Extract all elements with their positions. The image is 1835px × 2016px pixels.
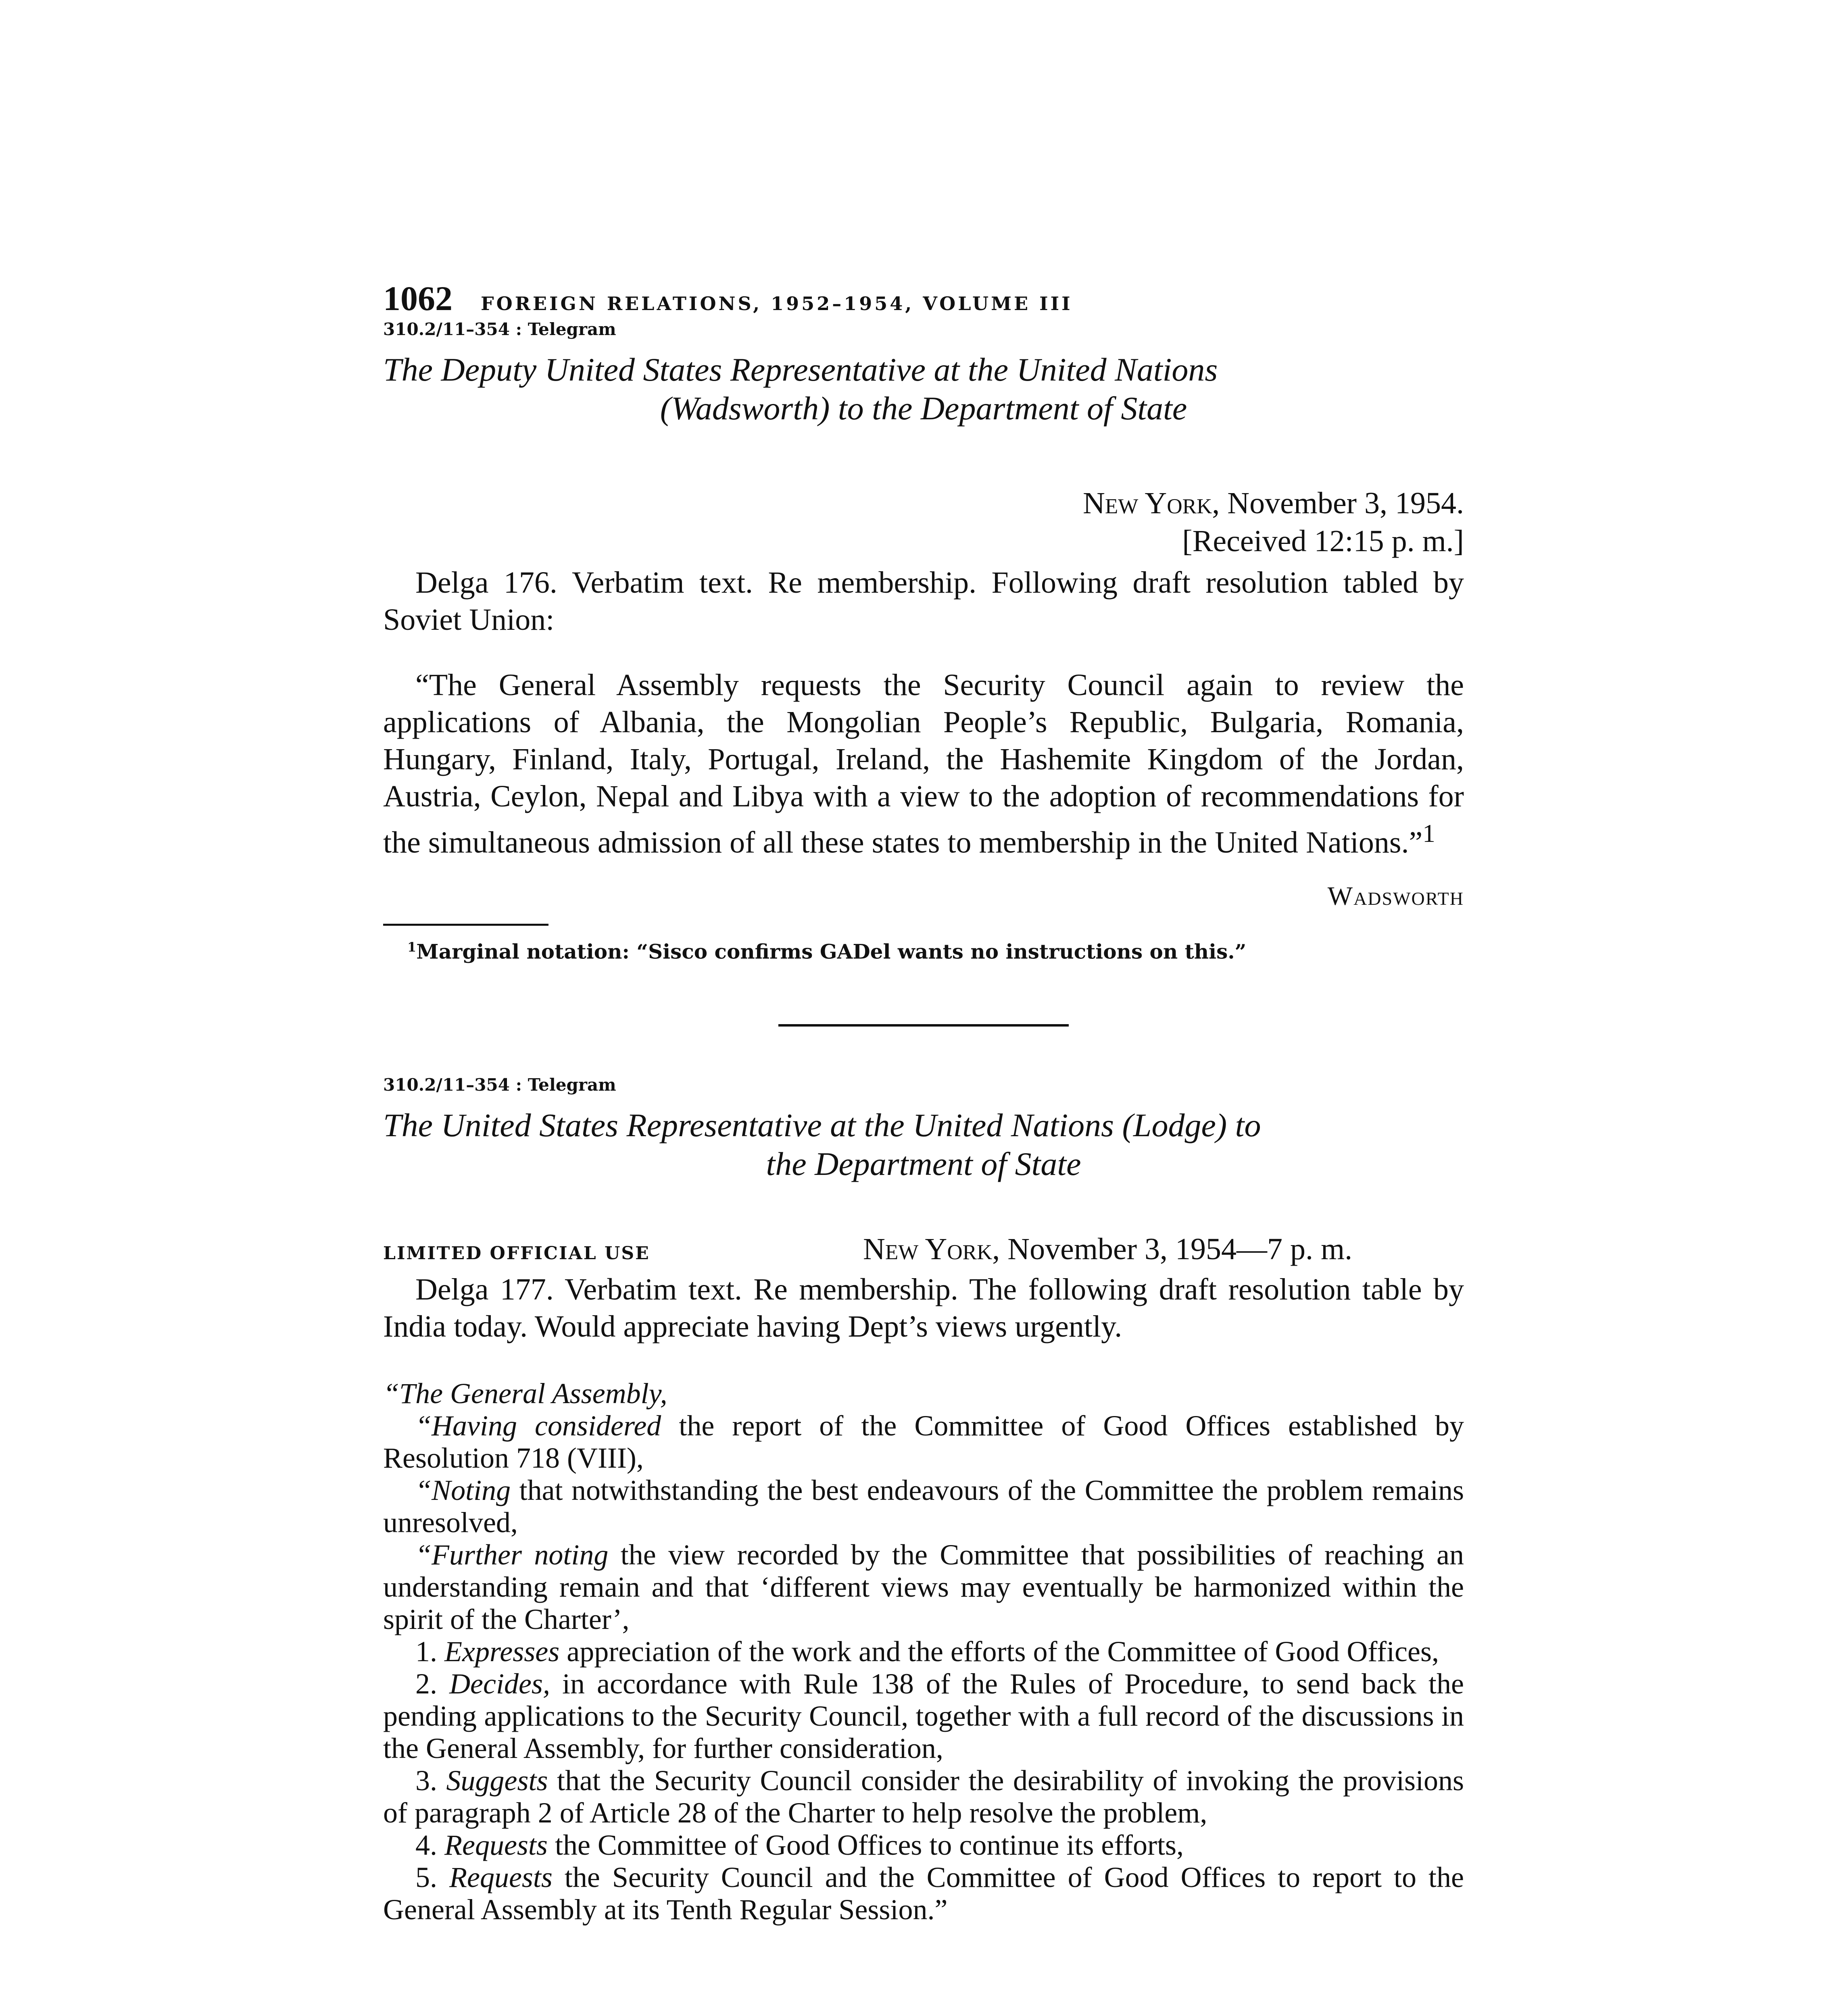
- classification-row: [383, 1232, 1464, 1267]
- telegram-body: Delga 177. Verbatim text. Re membership. The following draft resolution table by India today. Would appreciate having Dept’s views urgently.: [383, 1272, 1464, 1343]
- running-head: [383, 278, 1464, 319]
- footnote-text: Marginal notation: “Sisco confirms GADel wants no instructions on this.”: [416, 939, 1247, 964]
- received-time: [Received 12:15 p. m.]: [1182, 524, 1464, 558]
- document-title: [383, 350, 1464, 428]
- file-reference: 310.2/11–354 : Telegram: [383, 319, 616, 339]
- dateline-date: November 3, 1954—7 p. m.: [1007, 1232, 1353, 1266]
- file-reference: 310.2/11–354 : Telegram: [383, 1075, 616, 1095]
- section-separator: [778, 1024, 1069, 1027]
- preamble-paragraph: “Noting that notwithstanding the best endeavours of the Committee the problem remains unresolved,: [383, 1474, 1464, 1539]
- footnote: [407, 939, 1464, 964]
- footnote-number: 1: [407, 939, 417, 955]
- dateline: [863, 1232, 1352, 1267]
- title-line: the Department of State: [766, 1145, 1081, 1182]
- title-line: The United States Representative at the United Nations (Lodge) to: [383, 1106, 1261, 1143]
- quote-text: “The General Assembly requests the Security Council again to review the applications of Albania, the Mongolian People’s Republic, Bulgaria, Romania, Hungary, Finland, Italy, Portugal, Ireland, the Hashemite Kingdom of the Jordan, Austria, Ceylon, Nepal and Libya with a view to the adoption of recommendations for the simultaneous admission of all these states to membership in the United Nations.”: [383, 668, 1464, 860]
- document-page: [383, 278, 1464, 1926]
- footnote-rule: [383, 924, 548, 926]
- resolution-text: [383, 1377, 1464, 1926]
- dateline-date: November 3, 1954.: [1227, 486, 1464, 520]
- footnote-marker: 1: [1422, 819, 1435, 848]
- operative-paragraph: 3. Suggests that the Security Council consider the desirability of invoking the provisions of paragraph 2 of Article 28 of the Charter to help resolve the problem,: [383, 1764, 1464, 1829]
- dateline-place: New York,: [863, 1232, 1000, 1266]
- classification-marking: LIMITED OFFICIAL USE: [383, 1243, 650, 1264]
- preamble-paragraph: “Further noting the view recorded by the Committee that possibilities of reaching an understanding remain and that ‘different views may eventually be harmonized within the spirit of the Charter’,: [383, 1538, 1464, 1635]
- draft-resolution-quote: [383, 666, 1464, 861]
- title-line: The Deputy United States Representative at the United Nations: [383, 351, 1218, 388]
- signature: Wadsworth: [1327, 881, 1464, 911]
- dateline: [383, 484, 1464, 560]
- document-title: [383, 1106, 1464, 1183]
- resolution-heading: “The General Assembly,: [383, 1377, 667, 1410]
- running-title: FOREIGN RELATIONS, 1952–1954, VOLUME III: [481, 293, 1073, 314]
- operative-paragraph: 2. Decides, in accordance with Rule 138 of the Rules of Procedure, to send back the pending applications to the Security Council, together with a full record of the discussions in the General Assembly, for further consideration,: [383, 1667, 1464, 1764]
- operative-paragraph: 4. Requests the Committee of Good Offices to continue its efforts,: [415, 1829, 1184, 1861]
- operative-paragraph: 5. Requests the Security Council and the Committee of Good Offices to report to the General Assembly at its Tenth Regular Session.”: [383, 1861, 1464, 1926]
- telegram-body: Delga 176. Verbatim text. Re membership. Following draft resolution tabled by Soviet Union:: [383, 566, 1464, 637]
- title-line: (Wadsworth) to the Department of State: [660, 390, 1187, 427]
- dateline-place: New York,: [1082, 486, 1220, 520]
- page-number: 1062: [383, 279, 452, 318]
- preamble-paragraph: “Having considered the report of the Committee of Good Offices established by Resolution 718 (VIII),: [383, 1409, 1464, 1474]
- operative-paragraph: 1. Expresses appreciation of the work and the efforts of the Committee of Good Offices,: [415, 1635, 1439, 1668]
